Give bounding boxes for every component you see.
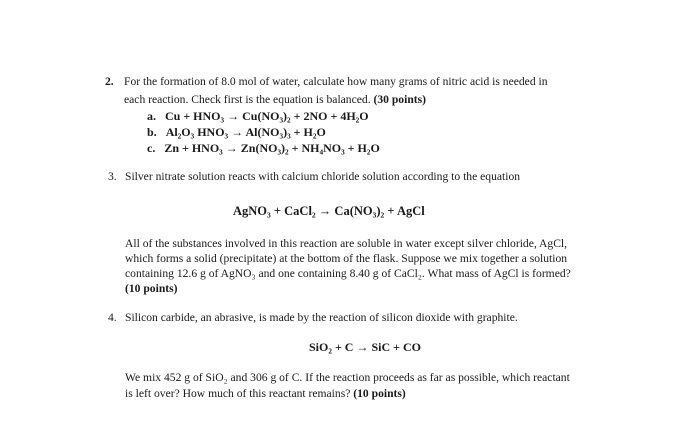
q3-body-line2: which forms a solid (precipitate) at the bottom of the flask. Suppose we mix together a solution [125,252,568,265]
q2-item-c [147,142,380,154]
q4-intro: Silicon carbide, an abrasive, is made by the reaction of silicon dioxide with graphite. [125,311,518,324]
q4-equation: SiO₂ + C → SiC + CO [309,340,421,354]
q2-item-a-equation: Cu + HNO₃ → Cu(NO₃)₂ + 2NO + 4H₂O [165,109,369,123]
q4-points: (10 points) [353,387,406,400]
q4-body-line1: We mix 452 g of SiO₂ and 306 g of C. If the reaction proceeds as far as possible, which reactant [125,371,570,384]
q2-text-line2 [124,94,426,106]
q2-item-a-label: a. [147,109,156,123]
q2-number: 2. [105,75,114,88]
q3-body-line1: All of the substances involved in this reaction are soluble in water except silver chloride, AgCl, [125,237,568,250]
q4-body-line2 [125,388,406,400]
q3-equation: AgNO₃ + CaCl₂ → Ca(NO₃)₂ + AgCl [233,204,425,218]
q3-points: (10 points) [125,282,178,295]
q4-body-line2-text: is left over? How much of this reactant remains? [125,387,351,400]
q2-item-a [147,110,369,122]
q2-item-b [147,126,326,138]
q2-item-b-label: b. [147,125,157,139]
q3-intro: Silver nitrate solution reacts with calcium chloride solution according to the equation [125,170,521,183]
q2-item-c-equation: Zn + HNO₃ → Zn(NO₃)₂ + NH₄NO₃ + H₂O [164,141,380,155]
q2-text-line1: For the formation of 8.0 mol of water, calculate how many grams of nitric acid is needed in [124,75,548,88]
q2-item-c-label: c. [147,141,156,155]
q2-text-line2-body: each reaction. Check first is the equation is balanced. [124,93,371,106]
q2-points: (30 points) [373,93,427,106]
q3-number: 3. [108,170,117,183]
q2-item-b-equation: Al₂O₃ HNO₃ → Al(NO₃)₃ + H₂O [165,125,326,139]
q3-body-line3: containing 12.6 g of AgNO₃ and one containing 8.40 g of CaCl₂. What mass of AgCl is formed? [125,267,571,280]
q4-number: 4. [108,311,117,324]
